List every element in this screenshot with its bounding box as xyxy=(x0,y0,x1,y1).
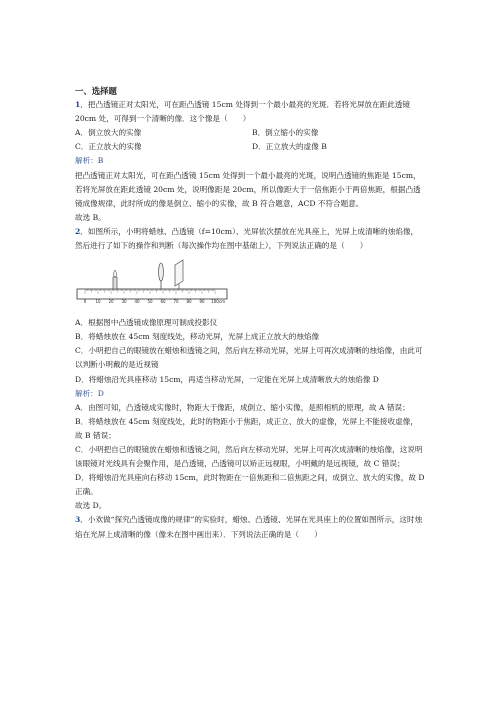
q2-analysis-c: C．小明把自己的眼镜放在蜡烛和透镜之间，然后向左移动光屏，光屏上可再次成清晰的烛焰像，这说明该眼镜对光线具有会聚作用，是凸透镜，凸透镜可以矫正远视眼，小明戴的是远视镜，故 C 错误； xyxy=(75,444,423,469)
q2-option-a: A．根据图中凸透镜成像原理可制成投影仪 xyxy=(75,318,218,328)
q2-analysis-b: B．将蜡烛放在 45cm 刻度线处，此时的物距小于焦距，成正立、放大的虚像，光屏上不能接收虚像，故 B 错误； xyxy=(75,416,418,440)
q2-analysis-a: A．由图可知，凸透镜成实像时，物距大于像距，成倒立、缩小实像，是照相机的原理，故 A 错误； xyxy=(75,402,410,412)
q1-answer-label: 解析：B xyxy=(75,156,104,166)
q2-option-c: C．小明把自己的眼镜放在蜡烛和透镜之间，然后向左移动光屏，光屏上可再次成清晰的烛焰像，由此可以判断小明戴的是近视镜 xyxy=(75,346,423,370)
convex-lens-icon xyxy=(159,263,164,289)
section-title: 一、选择题 xyxy=(75,86,117,96)
question-content xyxy=(75,84,425,542)
q1-analysis: 把凸透镜正对太阳光，可在距凸透镜 15cm 处得到一个最小最亮的光斑，说明凸透镜的焦距是 15cm，若将光屏放在距此透镜 20cm 处，说明像距是 20cm，所以像距大于一倍焦距小于两倍焦距，根据凸透镜成像规律，此时所成的像是倒立、缩小的实像，故 B 符合题意，ACD 不符合题意。 xyxy=(75,170,421,208)
scale-label: 80 xyxy=(186,299,192,305)
q2-analysis-d: D．将蜡烛沿光具座向右移动 15cm，此时物距在一倍焦距和二倍焦距之间，成倒立、放大的实像，故 D 正确。 xyxy=(75,473,425,497)
scale-labels xyxy=(84,299,225,304)
q2-answer-label: 解析：D xyxy=(75,388,104,398)
q1-conclusion: 故选 B。 xyxy=(75,212,106,222)
question-2-stem: 2．如图所示，小明将蜡烛、凸透镜（f=10cm）、光屏依次摆放在光具座上，光屏上成清晰的烛焰像，然后进行了如下的操作和判断（每次操作均在图中基础上），下列说法正确的是（ ） xyxy=(75,226,419,251)
candle-icon xyxy=(113,270,117,289)
scale-label: 0 xyxy=(83,299,87,305)
q2-option-b: B．将蜡烛放在 45cm 刻度线处，移动光屏，光屏上成正立放大的烛焰像 xyxy=(75,332,320,342)
q2-conclusion: 故选 D。 xyxy=(75,501,107,511)
question-1-stem: 1．把凸透镜正对太阳光，可在距凸透镜 15cm 处得到一个最小最亮的光斑．若将光屏放在距此透镜 20cm 处，可得到一个清晰的像．这个像是（ ） xyxy=(75,100,410,124)
scale-label: 70 xyxy=(173,299,179,305)
scale-label: 90 xyxy=(199,299,205,305)
q1-option-c: C．正立放大的实像 xyxy=(75,142,142,152)
question-3-number: 3． xyxy=(75,515,88,525)
scale-label: 40 xyxy=(134,299,140,305)
scale-label: 10 xyxy=(95,299,101,305)
q1-option-d: D．正立放大的虚像 B xyxy=(252,142,327,152)
q1-option-b: B．倒立缩小的实像 xyxy=(252,128,319,138)
q2-option-d: D．将蜡烛沿光具座移动 15cm，再适当移动光屏，一定能在光屏上成清晰放大的烛焰像 D xyxy=(75,374,379,384)
scale-label: 20 xyxy=(108,299,114,305)
scale-label: 50 xyxy=(147,299,153,305)
question-3-stem: 3．小欢做“探究凸透镜成像的规律”的实验时，蜡烛、凸透镜、光屏在光具座上的位置如图所示，这时烛焰在光屏上成清晰的像（像未在图中画出来）．下列说法正确的是（ ） xyxy=(75,515,423,539)
scale-label: 30 xyxy=(121,299,127,305)
optical-bench-figure xyxy=(75,255,425,316)
light-screen-icon xyxy=(175,260,183,289)
question-2-number: 2． xyxy=(75,226,88,236)
scale-label: 60 xyxy=(160,299,166,305)
q1-option-a: A．倒立放大的实像 xyxy=(75,128,142,138)
scale-label: 100 xyxy=(211,299,219,305)
optical-bench-diagram xyxy=(75,255,235,316)
question-1-options xyxy=(75,126,425,154)
scale-label: cm xyxy=(218,299,226,305)
question-1-number: 1． xyxy=(75,100,88,110)
